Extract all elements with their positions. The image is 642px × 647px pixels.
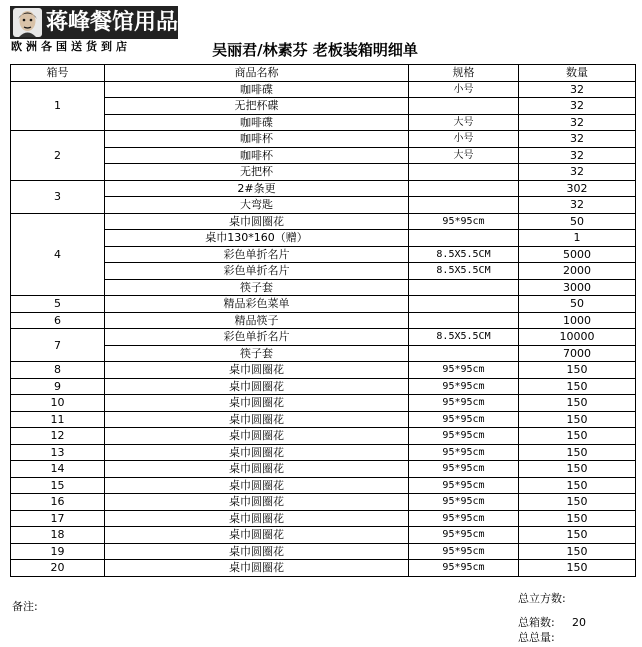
spec-cell	[409, 98, 519, 115]
box-number-cell: 10	[11, 395, 105, 412]
spec-cell: 8.5X5.5CM	[409, 329, 519, 346]
box-number-cell: 4	[11, 213, 105, 296]
quantity-cell: 150	[519, 428, 636, 445]
box-number-cell: 8	[11, 362, 105, 379]
quantity-cell: 150	[519, 510, 636, 527]
spec-cell: 95*95cm	[409, 428, 519, 445]
quantity-cell: 150	[519, 543, 636, 560]
item-name-cell: 桌巾圆圈花	[105, 444, 409, 461]
logo-badge	[10, 6, 178, 39]
item-name-cell: 咖啡杯	[105, 131, 409, 148]
total-boxes-value: 20	[572, 616, 586, 629]
spec-cell	[409, 197, 519, 214]
item-name-cell: 彩色单折名片	[105, 246, 409, 263]
table-row	[11, 164, 636, 181]
total-boxes-label: 总箱数:	[518, 616, 555, 629]
item-name-cell: 桌巾圆圈花	[105, 378, 409, 395]
item-name-cell: 筷子套	[105, 345, 409, 362]
spec-cell: 95*95cm	[409, 543, 519, 560]
box-number-cell: 12	[11, 428, 105, 445]
spec-cell: 95*95cm	[409, 477, 519, 494]
item-name-cell: 咖啡碟	[105, 114, 409, 131]
spec-cell	[409, 345, 519, 362]
spec-cell: 95*95cm	[409, 461, 519, 478]
table-row	[11, 296, 636, 313]
table-row	[11, 197, 636, 214]
item-name-cell: 无把杯	[105, 164, 409, 181]
total-weight-label: 总总量:	[518, 631, 555, 644]
quantity-cell: 150	[519, 527, 636, 544]
item-name-cell: 桌巾圆圈花	[105, 395, 409, 412]
box-number-cell: 3	[11, 180, 105, 213]
total-volume-label: 总立方数:	[518, 592, 566, 605]
item-name-cell: 桌巾圆圈花	[105, 213, 409, 230]
spec-cell	[409, 180, 519, 197]
brand-name: 蒋峰餐馆用品	[46, 10, 179, 35]
quantity-cell: 150	[519, 378, 636, 395]
box-number-cell: 16	[11, 494, 105, 511]
spec-cell	[409, 312, 519, 329]
quantity-cell: 150	[519, 461, 636, 478]
packing-list-table	[10, 64, 636, 577]
quantity-cell: 32	[519, 131, 636, 148]
quantity-cell: 150	[519, 411, 636, 428]
table-row	[11, 494, 636, 511]
table-row	[11, 98, 636, 115]
brand-logo	[10, 6, 178, 54]
item-name-cell: 咖啡碟	[105, 81, 409, 98]
item-name-cell: 筷子套	[105, 279, 409, 296]
table-body	[11, 81, 636, 576]
quantity-cell: 32	[519, 98, 636, 115]
table-row	[11, 114, 636, 131]
quantity-cell: 150	[519, 477, 636, 494]
quantity-cell: 32	[519, 197, 636, 214]
quantity-cell: 50	[519, 213, 636, 230]
spec-cell: 95*95cm	[409, 411, 519, 428]
item-name-cell: 彩色单折名片	[105, 329, 409, 346]
spec-cell: 95*95cm	[409, 395, 519, 412]
table-row	[11, 395, 636, 412]
quantity-cell: 32	[519, 164, 636, 181]
item-name-cell: 咖啡杯	[105, 147, 409, 164]
spec-cell: 95*95cm	[409, 494, 519, 511]
box-number-cell: 20	[11, 560, 105, 577]
item-name-cell: 桌巾圆圈花	[105, 362, 409, 379]
quantity-cell: 3000	[519, 279, 636, 296]
item-name-cell: 桌巾圆圈花	[105, 560, 409, 577]
table-row	[11, 213, 636, 230]
box-number-cell: 19	[11, 543, 105, 560]
table-row	[11, 230, 636, 247]
column-header: 箱号	[11, 65, 105, 82]
item-name-cell: 桌巾圆圈花	[105, 428, 409, 445]
box-number-cell: 13	[11, 444, 105, 461]
column-header: 规格	[409, 65, 519, 82]
table-header-row	[11, 65, 636, 82]
table-row	[11, 560, 636, 577]
box-number-cell: 7	[11, 329, 105, 362]
quantity-cell: 302	[519, 180, 636, 197]
remarks-label: 备注:	[12, 600, 38, 613]
spec-cell: 95*95cm	[409, 362, 519, 379]
table-row	[11, 477, 636, 494]
table-row	[11, 543, 636, 560]
table-row	[11, 180, 636, 197]
quantity-cell: 10000	[519, 329, 636, 346]
item-name-cell: 桌巾圆圈花	[105, 411, 409, 428]
spec-cell	[409, 296, 519, 313]
spec-cell: 95*95cm	[409, 378, 519, 395]
column-header: 数量	[519, 65, 636, 82]
box-number-cell: 14	[11, 461, 105, 478]
spec-cell	[409, 279, 519, 296]
spec-cell: 小号	[409, 131, 519, 148]
quantity-cell: 7000	[519, 345, 636, 362]
table-row	[11, 131, 636, 148]
item-name-cell: 桌巾圆圈花	[105, 510, 409, 527]
spec-cell: 8.5X5.5CM	[409, 263, 519, 280]
table-row	[11, 329, 636, 346]
item-name-cell: 桌巾圆圈花	[105, 477, 409, 494]
spec-cell: 95*95cm	[409, 527, 519, 544]
quantity-cell: 50	[519, 296, 636, 313]
box-number-cell: 18	[11, 527, 105, 544]
item-name-cell: 桌巾圆圈花	[105, 494, 409, 511]
box-number-cell: 1	[11, 81, 105, 131]
table-row	[11, 312, 636, 329]
spec-cell: 95*95cm	[409, 213, 519, 230]
quantity-cell: 1	[519, 230, 636, 247]
spec-cell: 8.5X5.5CM	[409, 246, 519, 263]
quantity-cell: 32	[519, 81, 636, 98]
item-name-cell: 精品彩色菜单	[105, 296, 409, 313]
page-title: 吴丽君/林素芬 老板装箱明细单	[212, 41, 418, 59]
table-row	[11, 263, 636, 280]
table-row	[11, 411, 636, 428]
quantity-cell: 2000	[519, 263, 636, 280]
table-row	[11, 428, 636, 445]
item-name-cell: 彩色单折名片	[105, 263, 409, 280]
item-name-cell: 桌巾圆圈花	[105, 543, 409, 560]
item-name-cell: 精品筷子	[105, 312, 409, 329]
spec-cell: 小号	[409, 81, 519, 98]
item-name-cell: 桌巾130*160（赠）	[105, 230, 409, 247]
box-number-cell: 6	[11, 312, 105, 329]
table-row	[11, 510, 636, 527]
item-name-cell: 大弯匙	[105, 197, 409, 214]
box-number-cell: 9	[11, 378, 105, 395]
table-row	[11, 147, 636, 164]
table-row	[11, 527, 636, 544]
table-row	[11, 444, 636, 461]
quantity-cell: 150	[519, 444, 636, 461]
item-name-cell: 桌巾圆圈花	[105, 527, 409, 544]
table-row	[11, 81, 636, 98]
item-name-cell: 无把杯碟	[105, 98, 409, 115]
quantity-cell: 1000	[519, 312, 636, 329]
brand-tagline: 欧洲各国送货到店	[11, 40, 131, 53]
box-number-cell: 2	[11, 131, 105, 181]
box-number-cell: 17	[11, 510, 105, 527]
quantity-cell: 150	[519, 362, 636, 379]
item-name-cell: 桌巾圆圈花	[105, 461, 409, 478]
table-row	[11, 461, 636, 478]
spec-cell: 95*95cm	[409, 510, 519, 527]
quantity-cell: 150	[519, 494, 636, 511]
quantity-cell: 150	[519, 395, 636, 412]
chef-avatar-icon	[13, 8, 42, 37]
spec-cell	[409, 230, 519, 247]
table-row	[11, 279, 636, 296]
quantity-cell: 150	[519, 560, 636, 577]
table-row	[11, 362, 636, 379]
box-number-cell: 15	[11, 477, 105, 494]
quantity-cell: 5000	[519, 246, 636, 263]
box-number-cell: 11	[11, 411, 105, 428]
quantity-cell: 32	[519, 114, 636, 131]
column-header: 商品名称	[105, 65, 409, 82]
quantity-cell: 32	[519, 147, 636, 164]
spec-cell: 大号	[409, 147, 519, 164]
table-row	[11, 378, 636, 395]
table-row	[11, 345, 636, 362]
item-name-cell: 2#条更	[105, 180, 409, 197]
spec-cell	[409, 164, 519, 181]
spec-cell: 95*95cm	[409, 444, 519, 461]
table-row	[11, 246, 636, 263]
spec-cell: 95*95cm	[409, 560, 519, 577]
box-number-cell: 5	[11, 296, 105, 313]
spec-cell: 大号	[409, 114, 519, 131]
